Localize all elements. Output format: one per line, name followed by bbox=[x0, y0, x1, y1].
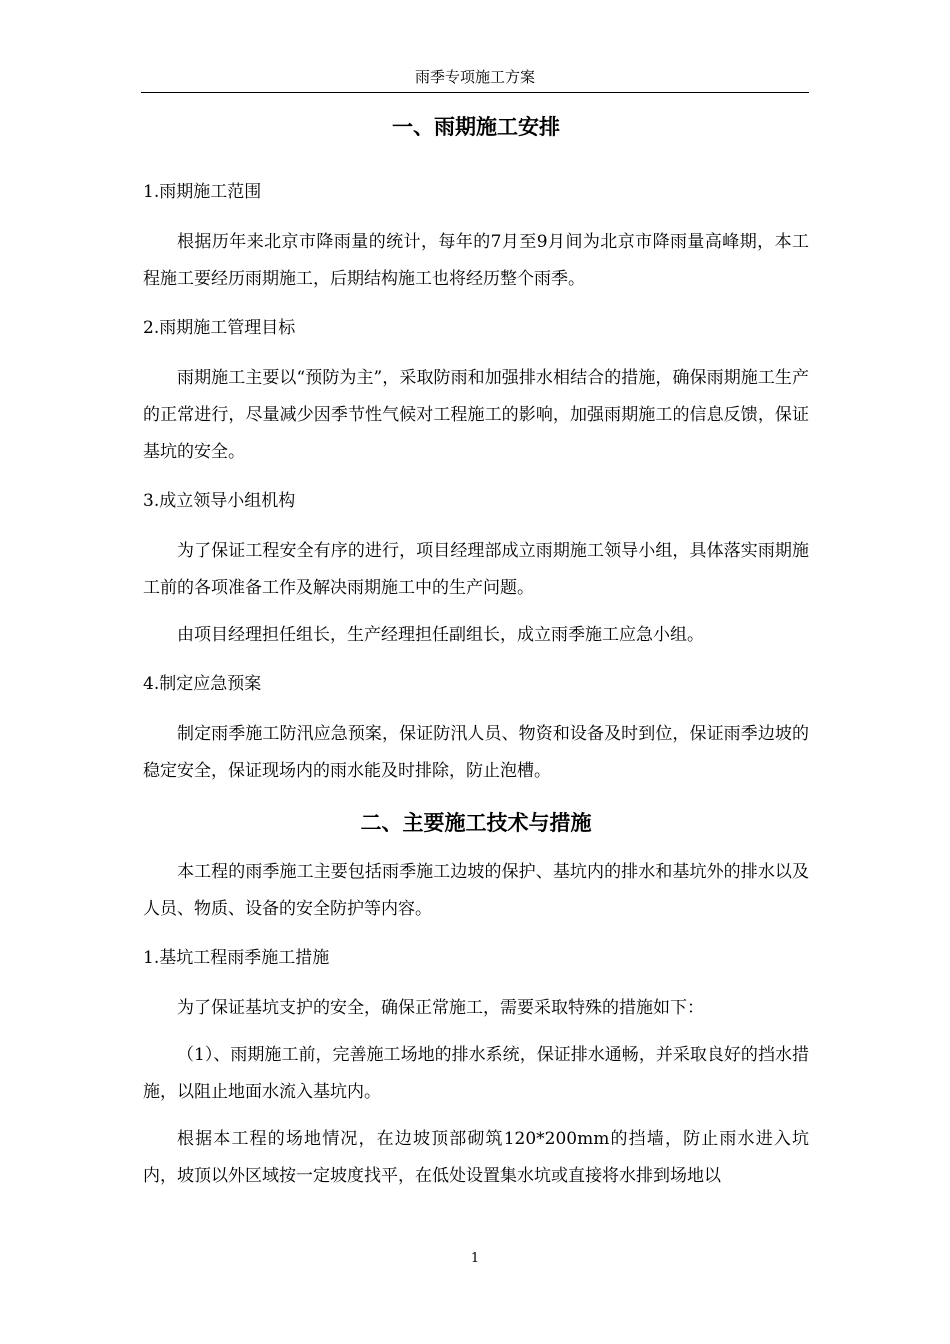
header-rule bbox=[141, 92, 809, 93]
subsection-2-1-title: 1.基坑工程雨季施工措施 bbox=[143, 948, 330, 968]
subsection-2-1-paragraph-3: 根据本工程的场地情况，在边坡顶部砌筑120*200mm的挡墙，防止雨水进入坑内，坡顶以外区域按一定坡度找平，在低处设置集水坑或直接将水排到场地以 bbox=[143, 1129, 809, 1186]
subsection-1-1-title: 1.雨期施工范围 bbox=[143, 182, 262, 202]
subsection-1-4-paragraph: 制定雨季施工防汛应急预案，保证防汛人员、物资和设备及时到位，保证雨季边坡的稳定安全，保证现场内的雨水能及时排除，防止泡槽。 bbox=[143, 724, 809, 781]
subsection-1-4-title: 4.制定应急预案 bbox=[143, 674, 262, 694]
subsection-2-1-paragraph-2: （1）、雨期施工前，完善施工场地的排水系统，保证排水通畅，并采取良好的挡水措施，以阻止地面水流入基坑内。 bbox=[143, 1045, 809, 1102]
subsection-1-2-paragraph: 雨期施工主要以“预防为主”，采取防雨和加强排水相结合的措施，确保雨期施工生产的正常进行，尽量减少因季节性气候对工程施工的影响，加强雨期施工的信息反馈，保证基坑的安全。 bbox=[143, 368, 809, 462]
page-number: 1 bbox=[470, 1251, 480, 1266]
page-content bbox=[143, 112, 809, 1195]
section-1-heading: 一、雨期施工安排 bbox=[392, 114, 560, 139]
subsection-1-3-title: 3.成立领导小组机构 bbox=[143, 491, 296, 511]
page-header: 雨季专项施工方案 bbox=[414, 68, 535, 86]
section-2-intro-paragraph: 本工程的雨季施工主要包括雨季施工边坡的保护、基坑内的排水和基坑外的排水以及人员、物质、设备的安全防护等内容。 bbox=[143, 862, 809, 919]
subsection-1-3-paragraph-1: 为了保证工程安全有序的进行，项目经理部成立雨期施工领导小组，具体落实雨期施工前的各项准备工作及解决雨期施工中的生产问题。 bbox=[143, 541, 809, 598]
subsection-2-1-paragraph-1: 为了保证基坑支护的安全，确保正常施工，需要采取特殊的措施如下： bbox=[177, 998, 704, 1018]
subsection-1-3-paragraph-2: 由项目经理担任组长，生产经理担任副组长，成立雨季施工应急小组。 bbox=[177, 625, 704, 645]
subsection-1-2-title: 2.雨期施工管理目标 bbox=[143, 318, 296, 338]
subsection-1-1-paragraph: 根据历年来北京市降雨量的统计，每年的7月至9月间为北京市降雨量高峰期，本工程施工要经历雨期施工，后期结构施工也将经历整个雨季。 bbox=[143, 232, 809, 289]
section-2-heading: 二、主要施工技术与措施 bbox=[360, 810, 592, 835]
